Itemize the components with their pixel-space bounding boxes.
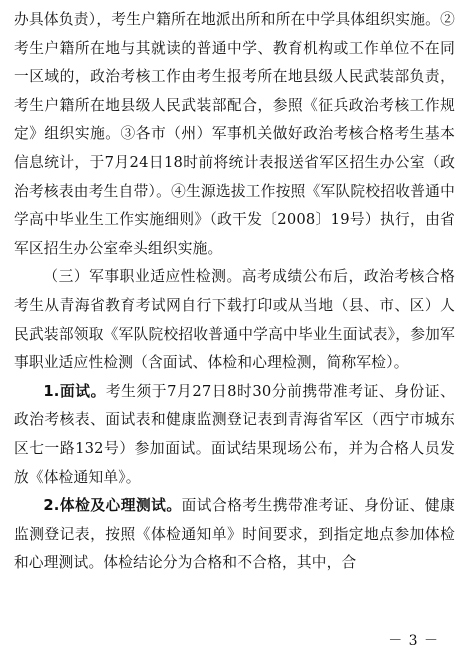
paragraph-political-review: 办具体负责），考生户籍所在地派出所和所在中学具体组织实施。②考生户籍所在地与其就读的普通中学、教育机构或工作单位不在同一区域的，政治考核工作由考生报考所在地县级人民武装部负责，考生户籍所在地县级人民武装部配合，参照《征兵政治考核工作规定》组织实施。③各市（州）军事机关做好政治考核合格考生基本信息统计，于7月24日18时前将统计表报送省军区招生办公室（政治考核表由考生自带）。④生源选拔工作按照《军队院校招收普通中学高中毕业生工作实施细则》（政干发〔2008〕19号）执行，由省军区招生办公室牵头组织实施。 [14, 11, 455, 257]
paragraph-military-fitness-test: （三）军事职业适应性检测。高考成绩公布后，政治考核合格考生从青海省教育考试网自行下载打印或从当地（县、市、区）人民武装部领取《军队院校招收普通中学高中毕业生面试表》，参加军事职业适应性检测（含面试、体检和心理检测，简称军检）。 [14, 268, 455, 372]
page-number: － 3 － [388, 633, 439, 649]
medical-psych-body: 面试合格考生携带准考证、身份证、健康监测登记表，按照《体检通知单》时间要求，到指定地点参加体检和心理测试。体检结论分为合格和不合格，其中，合 [14, 497, 455, 572]
interview-body: 考生须于7月27日8时30分前携带准考证、身份证、政治考核表、面试表和健康监测登记表到青海省军区（西宁市城东区七一路132号）参加面试。面试结果现场公布，并为合格人员发放《体检通知单》。 [14, 382, 455, 486]
interview-heading: 1.面试。 [43, 382, 106, 400]
medical-psych-heading: 2.体检及心理测试。 [43, 497, 182, 515]
paragraph-interview [14, 378, 455, 492]
paragraph-medical-psych-test [14, 492, 455, 578]
